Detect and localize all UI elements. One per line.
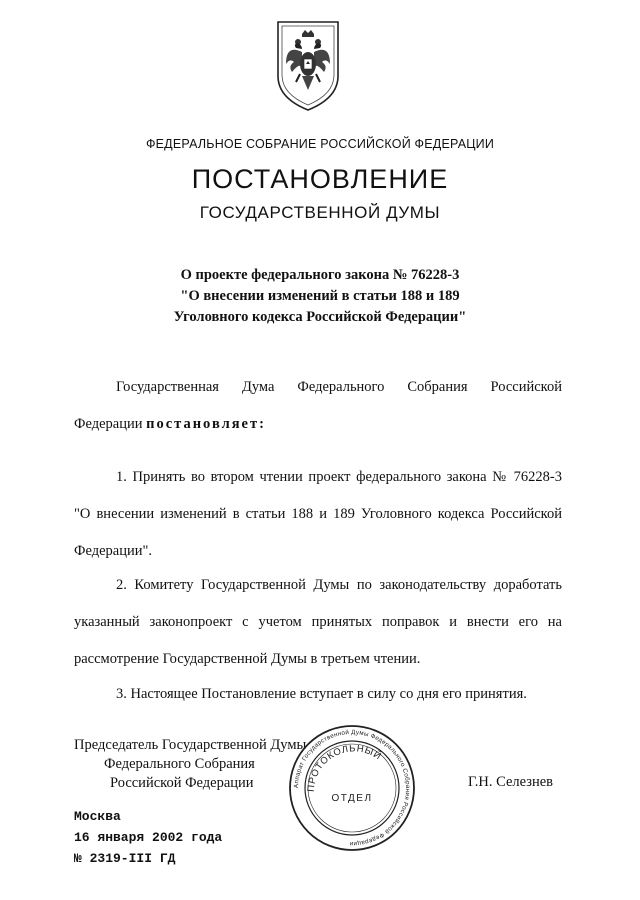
stamp-center-text: ОТДЕЛ xyxy=(331,793,373,804)
signatory-title-line: Федерального Собрания xyxy=(104,756,255,772)
document-subject xyxy=(60,265,580,328)
document-footer xyxy=(74,806,222,869)
decree-item-2: 2. Комитету Государственной Думы по законодательству доработать указанный законопроект с учетом принятых поправок и внести его на рассмотрение Государственной Думы в третьем чтении. xyxy=(74,577,562,667)
preamble-word: Собрания xyxy=(407,379,468,395)
decree-word: постановляет: xyxy=(146,416,266,432)
signatory-name: Г.Н. Селезнев xyxy=(468,774,553,790)
subject-line: Уголовного кодекса Российской Федерации" xyxy=(173,309,467,325)
signatory-title xyxy=(74,736,306,793)
document-date: 16 января 2002 года xyxy=(74,830,223,845)
official-stamp xyxy=(286,722,418,854)
document-number: № 2319-III ГД xyxy=(74,851,176,866)
preamble-word: Дума xyxy=(241,379,275,395)
subject-line: "О внесении изменений в статьи 188 и 189 xyxy=(180,288,460,304)
preamble-word: Государственная xyxy=(116,379,219,395)
preamble-word: Российской xyxy=(490,379,562,395)
signatory-title-line: Председатель Государственной Думы xyxy=(74,737,307,753)
stamp-inner-text: ПРОТОКОЛЬНЫЙ xyxy=(305,743,384,793)
decree-item-3: 3. Настоящее Постановление вступает в силу со дня его принятия. xyxy=(116,686,527,702)
city: Москва xyxy=(74,809,121,824)
stamp-ring-text: Аппарат Государственной Думы Федерального Собрания Российской Федерации xyxy=(292,728,412,848)
subject-line: О проекте федерального закона № 76228-3 xyxy=(180,267,460,283)
coat-of-arms-icon xyxy=(272,18,344,114)
signatory-title-line: Российской Федерации xyxy=(110,775,254,791)
issuer-subtitle: ГОСУДАРСТВЕННОЙ ДУМЫ xyxy=(199,203,441,222)
decree-item-1: 1. Принять во втором чтении проект федерального закона № 76228-3 "О внесении изменений в статьи 188 и 189 Уголовного кодекса Российской Федерации". xyxy=(74,469,562,559)
preamble-word: Федерации xyxy=(74,416,143,432)
document-type-title: ПОСТАНОВЛЕНИЕ xyxy=(191,164,449,194)
preamble-paragraph xyxy=(74,369,562,443)
preamble-word: Федерального xyxy=(297,379,385,395)
organization-header: ФЕДЕРАЛЬНОЕ СОБРАНИЕ РОССИЙСКОЙ ФЕДЕРАЦИИ xyxy=(145,137,495,151)
